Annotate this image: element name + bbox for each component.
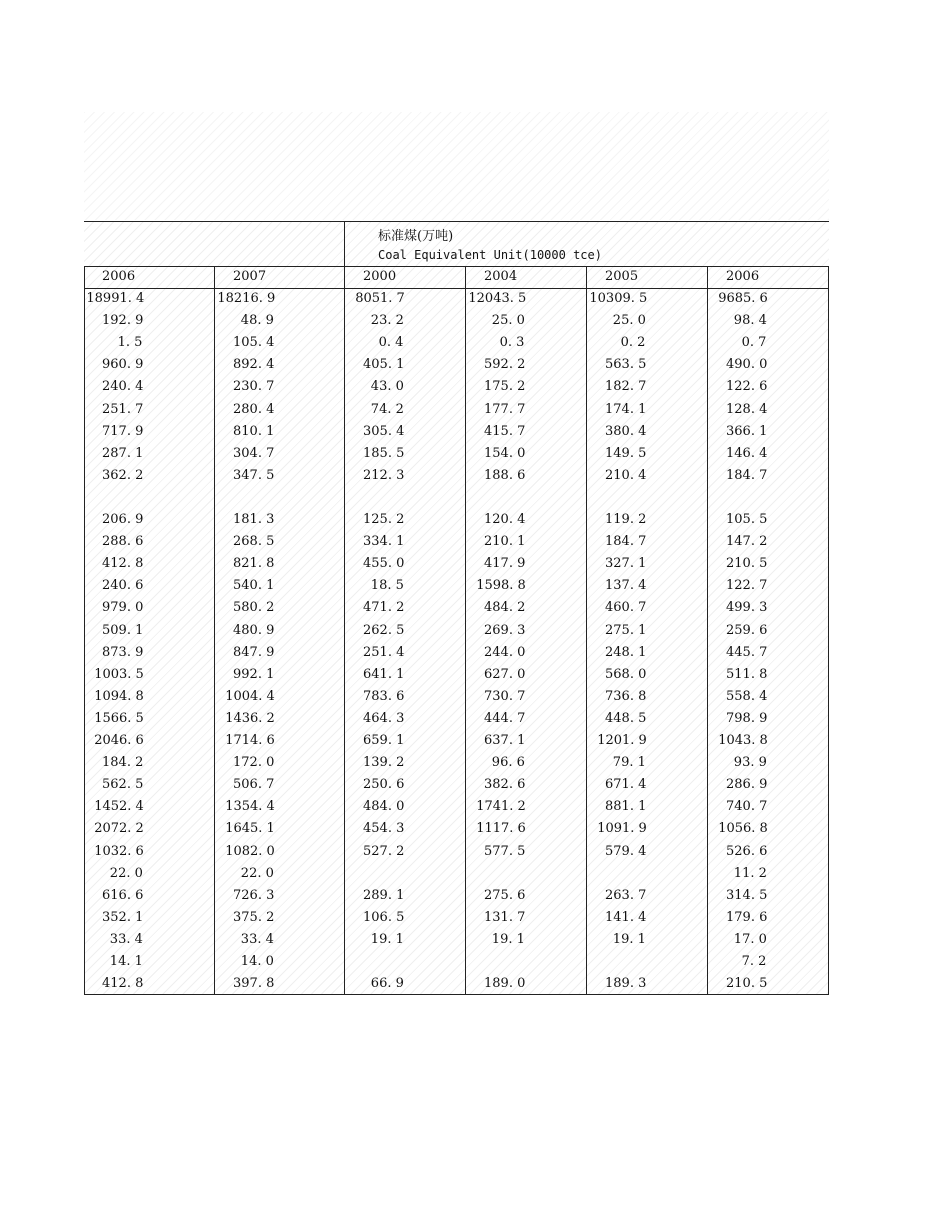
table-cell: 873. 9 (102, 644, 144, 660)
table-cell: 1004. 4 (225, 688, 275, 704)
table-cell: 0. 3 (499, 335, 525, 351)
table-cell: 192. 9 (102, 313, 144, 329)
table-cell: 149. 5 (605, 445, 647, 461)
table-cell: 1741. 2 (476, 799, 526, 815)
col-divider-5 (707, 266, 708, 995)
table-cell: 347. 5 (233, 467, 275, 483)
table-cell: 175. 2 (484, 379, 526, 395)
table-cell: 250. 6 (363, 777, 405, 793)
table-cell: 125. 2 (363, 512, 405, 527)
table-cell: 480. 9 (233, 622, 275, 638)
table-cell: 184. 7 (726, 467, 768, 483)
table-cell: 210. 1 (484, 534, 526, 550)
table-cell: 448. 5 (605, 710, 647, 726)
table-cell: 455. 0 (363, 556, 405, 572)
table-cell: 305. 4 (363, 423, 405, 439)
table-cell: 579. 4 (605, 843, 647, 859)
table-cell: 1436. 2 (225, 710, 275, 726)
col-divider-0 (84, 266, 85, 995)
column-header: 2006 (102, 269, 136, 284)
table-cell: 131. 7 (484, 909, 526, 925)
table-cell: 527. 2 (363, 843, 405, 859)
table-cell: 1094. 8 (94, 688, 144, 704)
table-cell: 671. 4 (605, 777, 647, 793)
table-cell: 147. 2 (726, 534, 768, 550)
table-cell: 177. 7 (484, 401, 526, 417)
table-cell: 210. 5 (726, 976, 768, 992)
table-cell: 1645. 1 (225, 821, 275, 837)
table-cell: 122. 6 (726, 379, 768, 395)
table-cell: 810. 1 (233, 423, 275, 439)
table-cell: 179. 6 (726, 909, 768, 925)
table-cell: 172. 0 (233, 755, 275, 771)
table-cell: 25. 0 (491, 313, 525, 329)
column-header: 2006 (726, 269, 760, 284)
table-cell: 1117. 6 (476, 821, 526, 837)
table-cell: 33. 4 (240, 931, 274, 947)
table-cell: 106. 5 (363, 909, 405, 925)
table-cell: 7. 2 (741, 954, 767, 969)
table-cell: 558. 4 (726, 688, 768, 704)
table-cell: 18216. 9 (217, 291, 276, 306)
table-cell: 184. 2 (102, 755, 144, 771)
column-header: 2000 (363, 269, 397, 284)
table-cell: 287. 1 (102, 445, 144, 461)
table-cell: 206. 9 (102, 512, 144, 527)
table-cell: 641. 1 (363, 666, 405, 682)
table-cell: 12043. 5 (468, 291, 527, 306)
table-cell: 286. 9 (726, 777, 768, 793)
table-cell: 268. 5 (233, 534, 275, 550)
table-cell: 18991. 4 (86, 291, 145, 306)
table-cell: 380. 4 (605, 423, 647, 439)
table-cell: 244. 0 (484, 644, 526, 660)
table-cell: 979. 0 (102, 600, 144, 616)
table-cell: 189. 3 (605, 976, 647, 992)
table-cell: 182. 7 (605, 379, 647, 395)
table-cell: 580. 2 (233, 600, 275, 616)
table-cell: 137. 4 (605, 578, 647, 594)
table-cell: 659. 1 (363, 733, 405, 748)
table-cell: 821. 8 (233, 556, 275, 572)
table-cell: 736. 8 (605, 688, 647, 704)
table-cell: 280. 4 (233, 401, 275, 417)
unit-label-cn: 标准煤(万吨) (378, 229, 454, 244)
table-cell: 405. 1 (363, 357, 405, 373)
column-header: 2004 (484, 269, 518, 284)
table-cell: 230. 7 (233, 379, 275, 395)
table-cell: 128. 4 (726, 401, 768, 417)
table-cell: 1056. 8 (718, 821, 768, 837)
table-cell: 212. 3 (363, 467, 405, 483)
table-cell: 892. 4 (233, 357, 275, 373)
table-cell: 1566. 5 (94, 710, 144, 726)
table-cell: 412. 8 (102, 556, 144, 572)
table-cell: 397. 8 (233, 976, 275, 992)
table-cell: 506. 7 (233, 777, 275, 793)
table-cell: 48. 9 (240, 313, 274, 329)
table-cell: 1714. 6 (225, 733, 275, 748)
table-cell: 19. 1 (612, 931, 646, 947)
table-cell: 275. 6 (484, 887, 526, 903)
table-cell: 120. 4 (484, 512, 526, 527)
table-cell: 251. 4 (363, 644, 405, 660)
table-top-rule (84, 221, 829, 222)
table-cell: 540. 1 (233, 578, 275, 594)
table-cell: 240. 4 (102, 379, 144, 395)
table-cell: 19. 1 (370, 931, 404, 947)
table-cell: 275. 1 (605, 622, 647, 638)
table-cell: 146. 4 (726, 445, 768, 461)
column-header: 2007 (233, 269, 267, 284)
table-cell: 119. 2 (605, 512, 647, 527)
table-cell: 798. 9 (726, 710, 768, 726)
table-cell: 93. 9 (733, 755, 767, 771)
table-cell: 362. 2 (102, 467, 144, 483)
table-cell: 22. 0 (109, 865, 143, 881)
table-cell: 568. 0 (605, 666, 647, 682)
table-cell: 154. 0 (484, 445, 526, 461)
table-cell: 25. 0 (612, 313, 646, 329)
table-cell: 10309. 5 (589, 291, 648, 306)
table-cell: 490. 0 (726, 357, 768, 373)
table-cell: 1082. 0 (225, 843, 275, 859)
table-cell: 43. 0 (370, 379, 404, 395)
table-cell: 740. 7 (726, 799, 768, 815)
table-cell: 263. 7 (605, 887, 647, 903)
table-cell: 417. 9 (484, 556, 526, 572)
table-cell: 382. 6 (484, 777, 526, 793)
table-cell: 174. 1 (605, 401, 647, 417)
energy-table (84, 221, 829, 995)
table-cell: 352. 1 (102, 909, 144, 925)
table-cell: 484. 2 (484, 600, 526, 616)
table-cell: 9685. 6 (718, 291, 768, 306)
table-cell: 511. 8 (726, 666, 768, 682)
table-cell: 79. 1 (612, 755, 646, 771)
table-cell: 730. 7 (484, 688, 526, 704)
table-cell: 314. 5 (726, 887, 768, 903)
table-cell: 1043. 8 (718, 733, 768, 748)
table-cell: 526. 6 (726, 843, 768, 859)
table-cell: 484. 0 (363, 799, 405, 815)
table-cell: 240. 6 (102, 578, 144, 594)
table-cell: 188. 6 (484, 467, 526, 483)
table-cell: 499. 3 (726, 600, 768, 616)
table-cell: 1032. 6 (94, 843, 144, 859)
table-cell: 444. 7 (484, 710, 526, 726)
header-hatch-band (84, 112, 829, 220)
table-cell: 122. 7 (726, 578, 768, 594)
column-head-rule (84, 288, 829, 289)
table-cell: 847. 9 (233, 644, 275, 660)
table-cell: 1598. 8 (476, 578, 526, 594)
table-cell: 304. 7 (233, 445, 275, 461)
col-divider-1 (214, 266, 215, 995)
unit-label-en: Coal Equivalent Unit(10000 tce) (378, 248, 602, 262)
table-cell: 327. 1 (605, 556, 647, 572)
col-divider-6 (828, 266, 829, 995)
table-cell: 0. 7 (741, 335, 767, 351)
table-cell: 960. 9 (102, 357, 144, 373)
table-bottom-rule (84, 994, 829, 995)
table-cell: 18. 5 (370, 578, 404, 594)
table-cell: 14. 1 (109, 954, 143, 969)
table-cell: 2046. 6 (94, 733, 144, 748)
table-cell: 269. 3 (484, 622, 526, 638)
table-cell: 189. 0 (484, 976, 526, 992)
table-cell: 22. 0 (240, 865, 274, 881)
col-divider-4 (586, 266, 587, 995)
table-cell: 1. 5 (117, 335, 143, 351)
table-cell: 105. 5 (726, 512, 768, 527)
table-cell: 1091. 9 (597, 821, 647, 837)
table-cell: 992. 1 (233, 666, 275, 682)
table-cell: 881. 1 (605, 799, 647, 815)
table-cell: 139. 2 (363, 755, 405, 771)
table-cell: 783. 6 (363, 688, 405, 704)
table-cell: 185. 5 (363, 445, 405, 461)
table-cell: 509. 1 (102, 622, 144, 638)
table-cell: 366. 1 (726, 423, 768, 439)
table-cell: 251. 7 (102, 401, 144, 417)
table-cell: 66. 9 (370, 976, 404, 992)
col-divider-2 (344, 221, 345, 995)
table-cell: 2072. 2 (94, 821, 144, 837)
table-cell: 471. 2 (363, 600, 405, 616)
table-cell: 14. 0 (240, 954, 274, 969)
table-cell: 181. 3 (233, 512, 275, 527)
table-cell: 248. 1 (605, 644, 647, 660)
table-cell: 562. 5 (102, 777, 144, 793)
table-cell: 184. 7 (605, 534, 647, 550)
table-cell: 592. 2 (484, 357, 526, 373)
table-cell: 454. 3 (363, 821, 405, 837)
table-cell: 717. 9 (102, 423, 144, 439)
header-rule (84, 266, 829, 267)
table-cell: 412. 8 (102, 976, 144, 992)
table-cell: 726. 3 (233, 887, 275, 903)
table-cell: 460. 7 (605, 600, 647, 616)
table-cell: 0. 2 (620, 335, 646, 351)
table-cell: 105. 4 (233, 335, 275, 351)
table-cell: 577. 5 (484, 843, 526, 859)
table-cell: 259. 6 (726, 622, 768, 638)
table-cell: 415. 7 (484, 423, 526, 439)
table-cell: 96. 6 (491, 755, 525, 771)
table-cell: 33. 4 (109, 931, 143, 947)
table-cell: 0. 4 (378, 335, 404, 351)
table-cell: 334. 1 (363, 534, 405, 550)
table-cell: 445. 7 (726, 644, 768, 660)
table-cell: 1201. 9 (597, 733, 647, 748)
table-cell: 262. 5 (363, 622, 405, 638)
table-cell: 375. 2 (233, 909, 275, 925)
table-cell: 637. 1 (484, 733, 526, 748)
table-cell: 288. 6 (102, 534, 144, 550)
table-cell: 17. 0 (733, 931, 767, 947)
table-cell: 210. 5 (726, 556, 768, 572)
column-header: 2005 (605, 269, 639, 284)
table-cell: 616. 6 (102, 887, 144, 903)
table-cell: 464. 3 (363, 710, 405, 726)
table-cell: 289. 1 (363, 887, 405, 903)
col-divider-3 (465, 266, 466, 995)
table-cell: 74. 2 (370, 401, 404, 417)
table-cell: 1452. 4 (94, 799, 144, 815)
table-cell: 23. 2 (370, 313, 404, 329)
table-cell: 141. 4 (605, 909, 647, 925)
table-cell: 1354. 4 (225, 799, 275, 815)
table-cell: 19. 1 (491, 931, 525, 947)
table-cell: 563. 5 (605, 357, 647, 373)
table-cell: 627. 0 (484, 666, 526, 682)
table-cell: 1003. 5 (94, 666, 144, 682)
table-cell: 11. 2 (733, 865, 767, 881)
table-cell: 8051. 7 (355, 291, 405, 306)
table-cell: 98. 4 (733, 313, 767, 329)
table-cell: 210. 4 (605, 467, 647, 483)
